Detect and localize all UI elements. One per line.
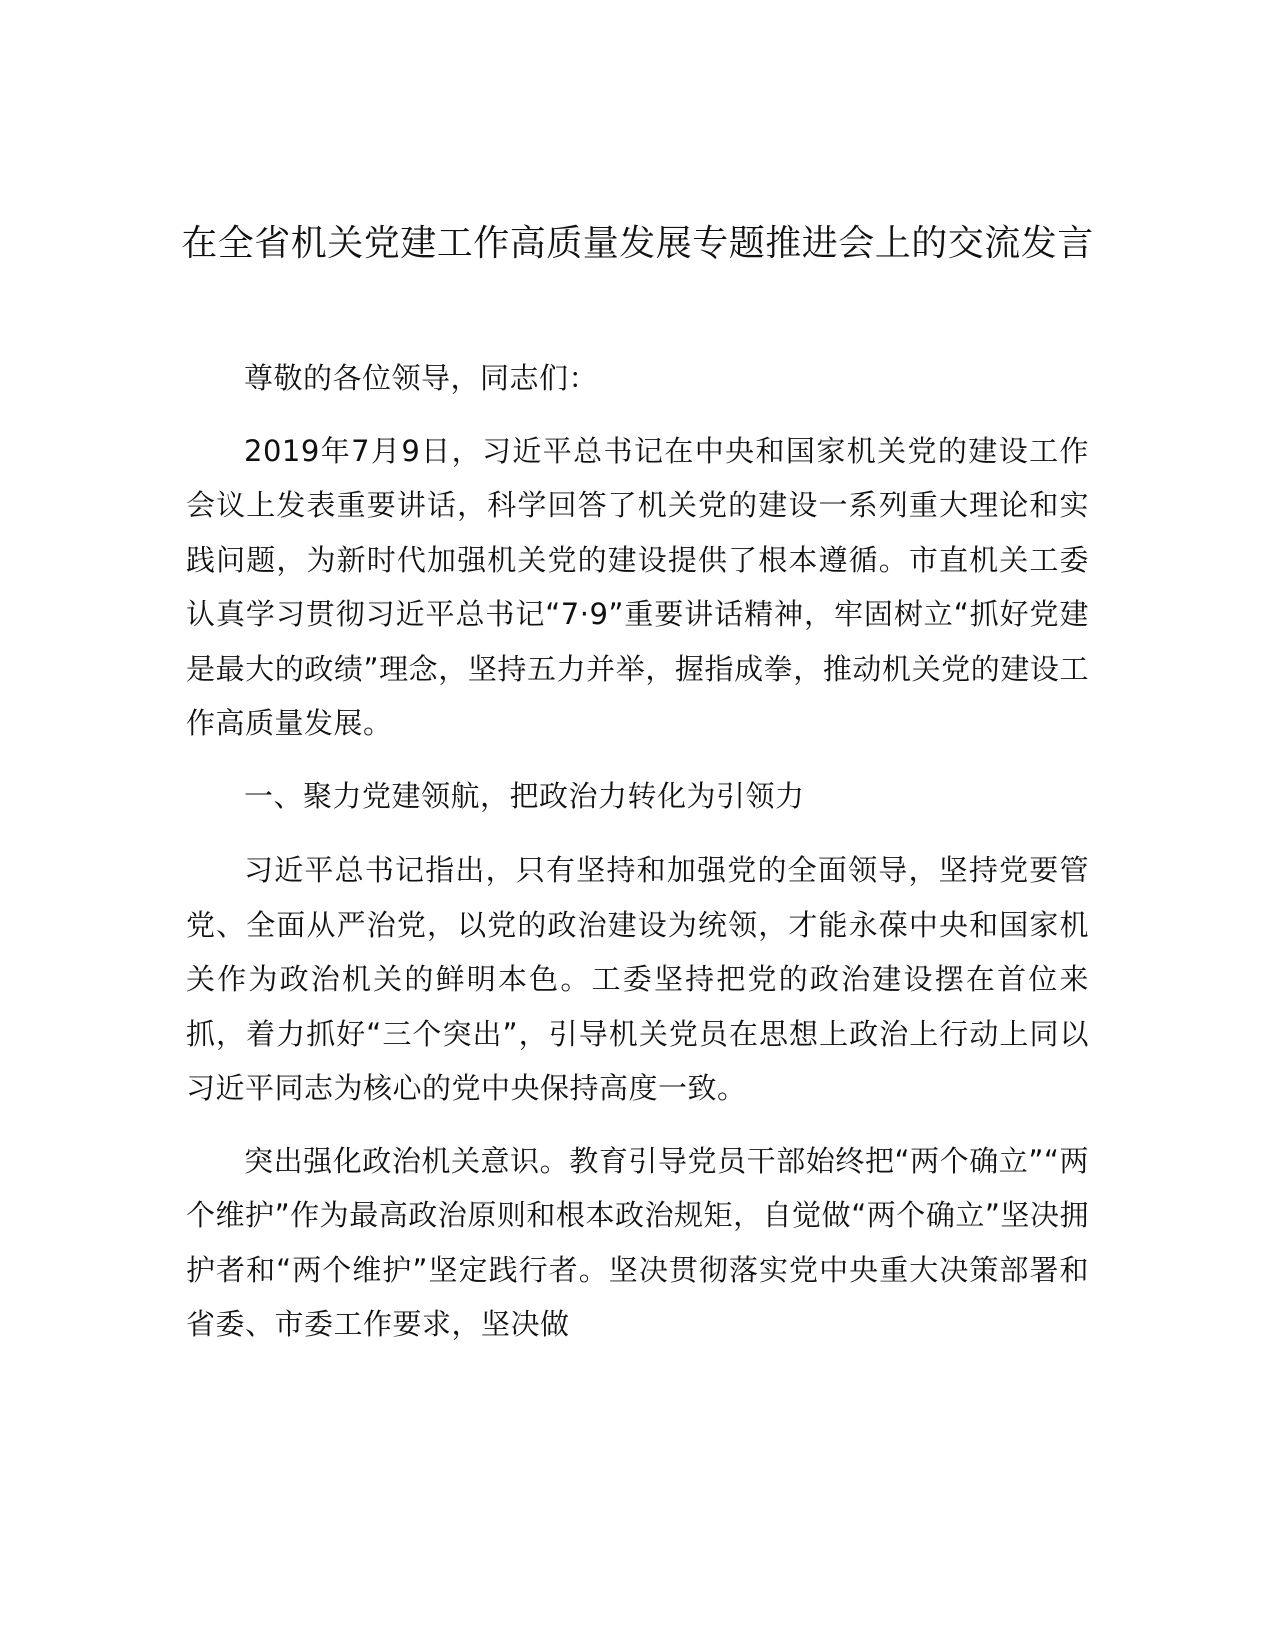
document-body	[186, 351, 1089, 1370]
page-title: 在全省机关党建工作高质量发展专题推进会上的交流发言	[181, 223, 1094, 264]
intro-paragraph: 2019年7月9日，习近平总书记在中央和国家机关党的建设工作会议上发表重要讲话，科学回答了机关党的建设一系列重大理论和实践问题，为新时代加强机关党的建设提供了根本遵循。市直机关工委认真学习贯彻习近平总书记“7·9”重要讲话精神，牢固树立“抓好党建是最大的政绩”理念，坚持五力并举，握指成拳，推动机关党的建设工作高质量发展。	[186, 433, 1089, 740]
section-paragraph-2: 突出强化政治机关意识。教育引导党员干部始终把“两个确立”“两个维护”作为最高政治原则和根本政治规矩，自觉做“两个确立”坚决拥护者和“两个维护”坚定践行者。坚决贯彻落实党中央重大决策部署和省委、市委工作要求，坚决做	[186, 1143, 1089, 1341]
section-heading: 一、聚力党建领航，把政治力转化为引领力	[244, 778, 805, 813]
section-paragraph-1: 习近平总书记指出，只有坚持和加强党的全面领导，坚持党要管党、全面从严治党，以党的政治建设为统领，才能永葆中央和国家机关作为政治机关的鲜明本色。工委坚持把党的政治建设摆在首位来抓，着力抓好“三个突出”，引导机关党员在思想上政治上行动上同以习近平同志为核心的党中央保持高度一致。	[186, 853, 1089, 1105]
salutation: 尊敬的各位领导，同志们：	[244, 361, 599, 395]
